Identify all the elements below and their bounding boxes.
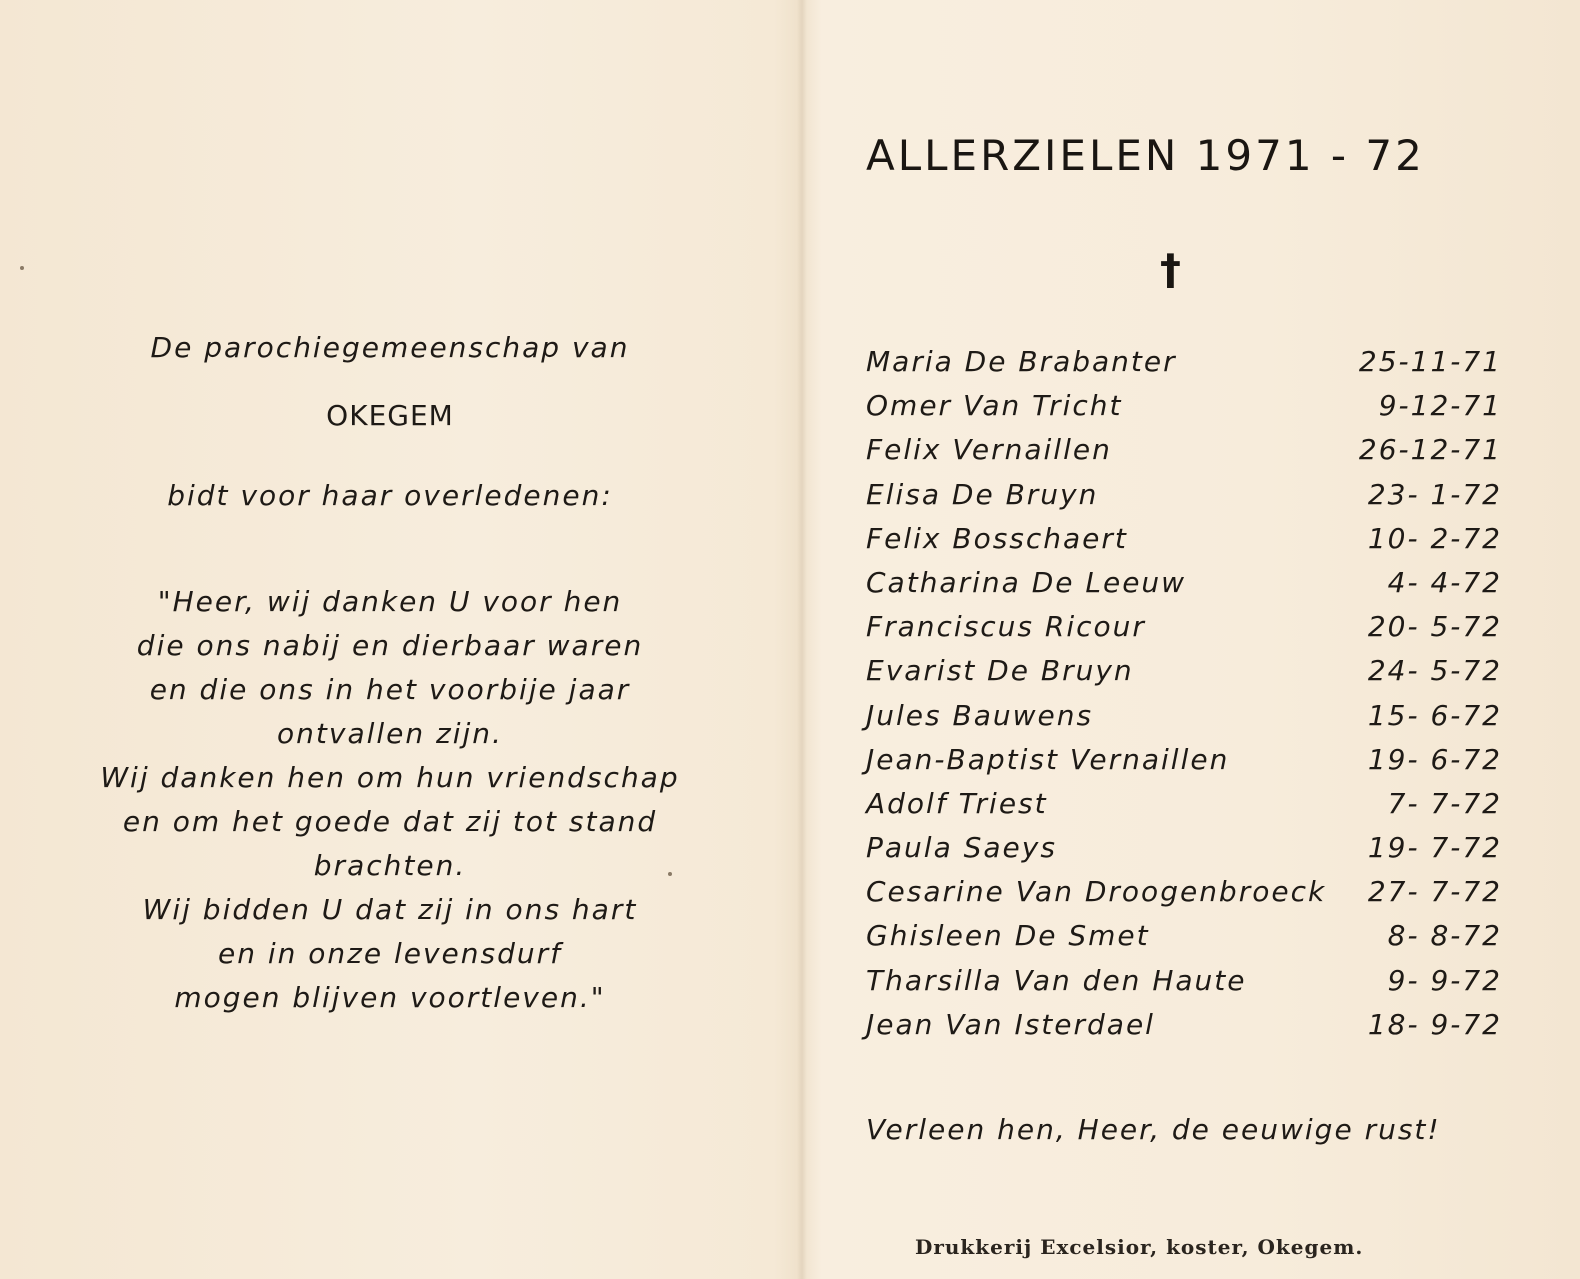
deceased-date: 27- 7-72 xyxy=(1367,875,1502,909)
deceased-name: Cesarine Van Droogenbroeck xyxy=(866,875,1327,909)
deceased-row xyxy=(866,694,1502,738)
prayer-line: Wij danken hen om hun vriendschap xyxy=(100,761,680,794)
deceased-date: 18- 9-72 xyxy=(1367,1007,1502,1041)
printer-credit: Drukkerij Excelsior, koster, Okegem. xyxy=(915,1235,1364,1259)
deceased-date: 19- 6-72 xyxy=(1367,742,1502,776)
cross-icon: † xyxy=(1160,245,1181,294)
closing-prayer: Verleen hen, Heer, de eeuwige rust! xyxy=(866,1113,1441,1146)
deceased-row xyxy=(866,826,1502,870)
deceased-name: Jean Van Isterdael xyxy=(866,1007,1155,1041)
deceased-date: 20- 5-72 xyxy=(1367,610,1502,644)
deceased-date: 15- 6-72 xyxy=(1367,698,1502,732)
deceased-name: Evarist De Bruyn xyxy=(866,654,1134,688)
deceased-date: 4- 4-72 xyxy=(1387,565,1502,599)
deceased-date: 24- 5-72 xyxy=(1367,654,1502,688)
deceased-date: 26-12-71 xyxy=(1358,433,1502,467)
paper-speck xyxy=(20,266,24,270)
deceased-date: 8- 8-72 xyxy=(1387,919,1502,953)
prayer-line: brachten. xyxy=(313,849,467,882)
intro-line: De parochiegemeenschap van xyxy=(150,331,630,364)
deceased-list xyxy=(866,340,1502,1047)
deceased-name: Elisa De Bruyn xyxy=(866,477,1099,511)
deceased-date: 25-11-71 xyxy=(1358,345,1502,378)
deceased-name: Ghisleen De Smet xyxy=(866,919,1150,953)
deceased-date: 9-12-71 xyxy=(1378,389,1502,423)
parish-name: OKEGEM xyxy=(326,399,454,432)
card-title: ALLERZIELEN 1971 - 72 xyxy=(866,131,1425,180)
deceased-name: Jules Bauwens xyxy=(866,698,1094,732)
deceased-name: Felix Bosschaert xyxy=(866,521,1128,555)
deceased-row xyxy=(866,561,1502,605)
deceased-name: Jean-Baptist Vernaillen xyxy=(866,742,1230,776)
deceased-row xyxy=(866,914,1502,958)
prayer-line: en in onze levensdurf xyxy=(217,937,563,970)
deceased-name: Felix Vernaillen xyxy=(866,433,1112,467)
prayer-line: Wij bidden U dat zij in ons hart xyxy=(142,893,638,926)
prayer-line: die ons nabij en dierbaar waren xyxy=(136,629,644,662)
prayer-line: ontvallen zijn. xyxy=(277,717,503,750)
left-panel xyxy=(70,0,710,1279)
deceased-row xyxy=(866,340,1502,384)
deceased-row xyxy=(866,738,1502,782)
card-fold xyxy=(797,0,807,1279)
deceased-row xyxy=(866,870,1502,914)
deceased-name: Adolf Triest xyxy=(866,786,1048,820)
deceased-row xyxy=(866,384,1502,428)
deceased-row xyxy=(866,517,1502,561)
prayer-heading: bidt voor haar overledenen: xyxy=(167,479,613,512)
prayer-line: en die ons in het voorbije jaar xyxy=(149,673,631,706)
deceased-row xyxy=(866,782,1502,826)
deceased-date: 19- 7-72 xyxy=(1367,831,1502,865)
deceased-name: Franciscus Ricour xyxy=(866,610,1146,644)
deceased-date: 9- 9-72 xyxy=(1387,963,1502,997)
deceased-date: 10- 2-72 xyxy=(1367,521,1502,555)
deceased-name: Maria De Brabanter xyxy=(866,345,1177,378)
deceased-row xyxy=(866,428,1502,472)
deceased-name: Tharsilla Van den Haute xyxy=(866,963,1247,997)
deceased-row xyxy=(866,605,1502,649)
deceased-row xyxy=(866,649,1502,693)
deceased-name: Omer Van Tricht xyxy=(866,389,1123,423)
deceased-date: 23- 1-72 xyxy=(1367,477,1502,511)
deceased-row xyxy=(866,1003,1502,1047)
prayer-line: "Heer, wij danken U voor hen xyxy=(157,585,623,618)
deceased-name: Paula Saeys xyxy=(866,831,1057,865)
prayer-line: en om het goede dat zij tot stand xyxy=(122,805,658,838)
deceased-name: Catharina De Leeuw xyxy=(866,565,1187,599)
deceased-date: 7- 7-72 xyxy=(1387,786,1502,820)
prayer-line: mogen blijven voortleven." xyxy=(174,981,606,1014)
deceased-row xyxy=(866,473,1502,517)
deceased-row xyxy=(866,959,1502,1003)
